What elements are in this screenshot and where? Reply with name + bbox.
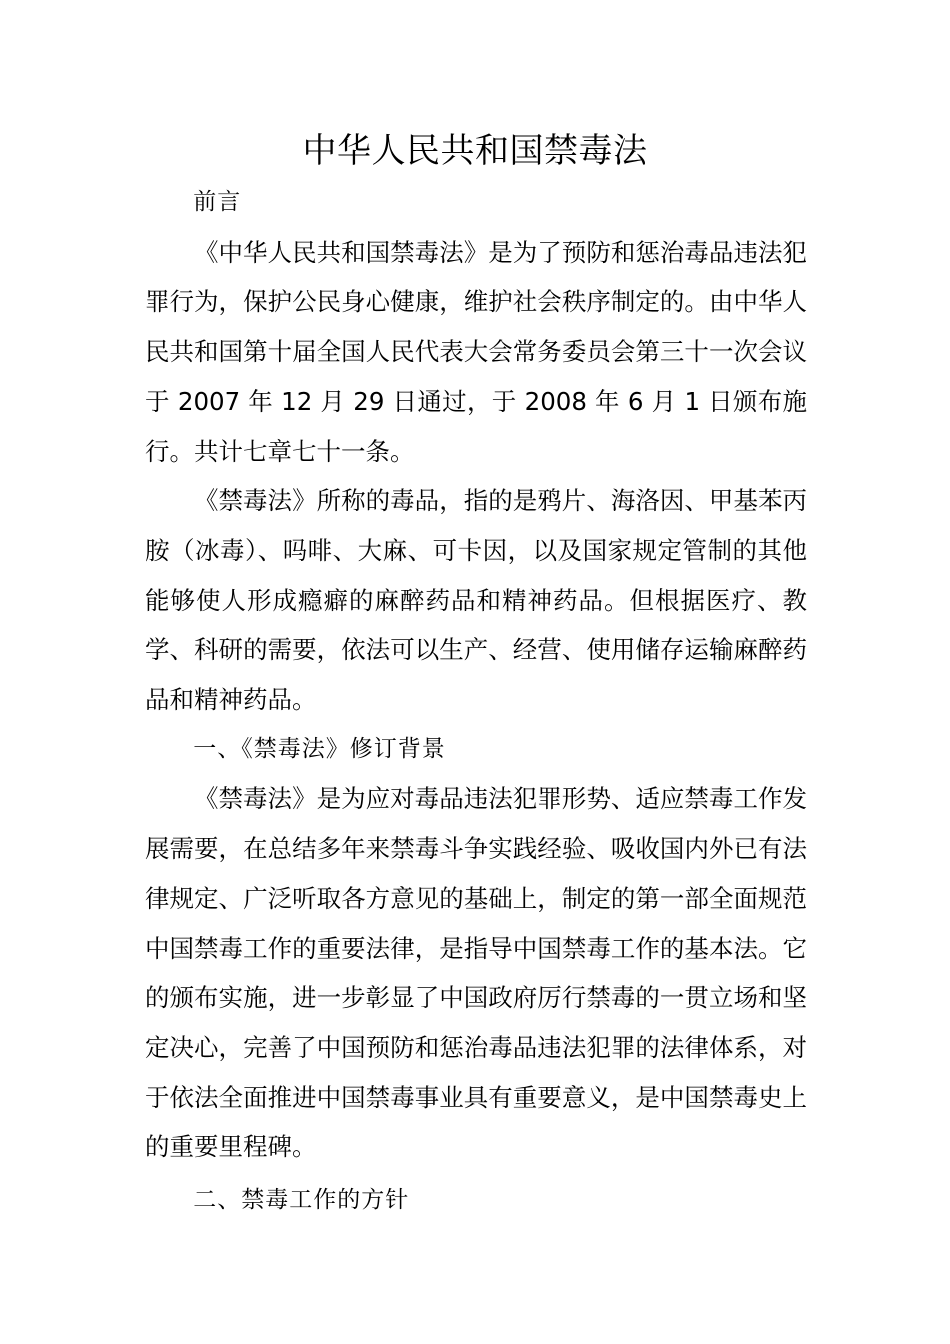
paragraph-background: 《禁毒法》是为应对毒品违法犯罪形势、适应禁毒工作发展需要，在总结多年来禁毒斗争实践经验、吸收国内外已有法律规定、广泛听取各方意见的基础上，制定的第一部全面规范中国禁毒工作的重要法律，是指导中国禁毒工作的基本法。它的颁布实施，进一步彰显了中国政府厉行禁毒的一贯立场和坚定决心，完善了中国预防和惩治毒品违法犯罪的法律体系，对于依法全面推进中国禁毒事业具有重要意义，是中国禁毒史上的重要里程碑。 [145,784,807,1162]
document-title: 中华人民共和国禁毒法 [302,131,648,171]
document-body [145,178,807,1226]
paragraph-drug-definition: 《禁毒法》所称的毒品，指的是鸦片、海洛因、甲基苯丙胺（冰毒）、吗啡、大麻、可卡因，以及国家规定管制的其他能够使人形成瘾癖的麻醉药品和精神药品。但根据医疗、教学、科研的需要，依法可以生产、经营、使用储存运输麻醉药品和精神药品。 [145,486,807,715]
paragraph-intro: 《中华人民共和国禁毒法》是为了预防和惩治毒品违法犯罪行为，保护公民身心健康，维护社会秩序制定的。由中华人民共和国第十届全国人民代表大会常务委员会第三十一次会议于 2007 年 12 月 29 日通过，于 2008 年 6 月 1 日颁布施行。共计七章七十一条。 [145,237,807,466]
section-heading-policy: 二、禁毒工作的方针 [193,1187,410,1214]
preface-heading: 前言 [193,189,242,215]
section-heading-background: 一、《禁毒法》修订背景 [193,735,446,762]
